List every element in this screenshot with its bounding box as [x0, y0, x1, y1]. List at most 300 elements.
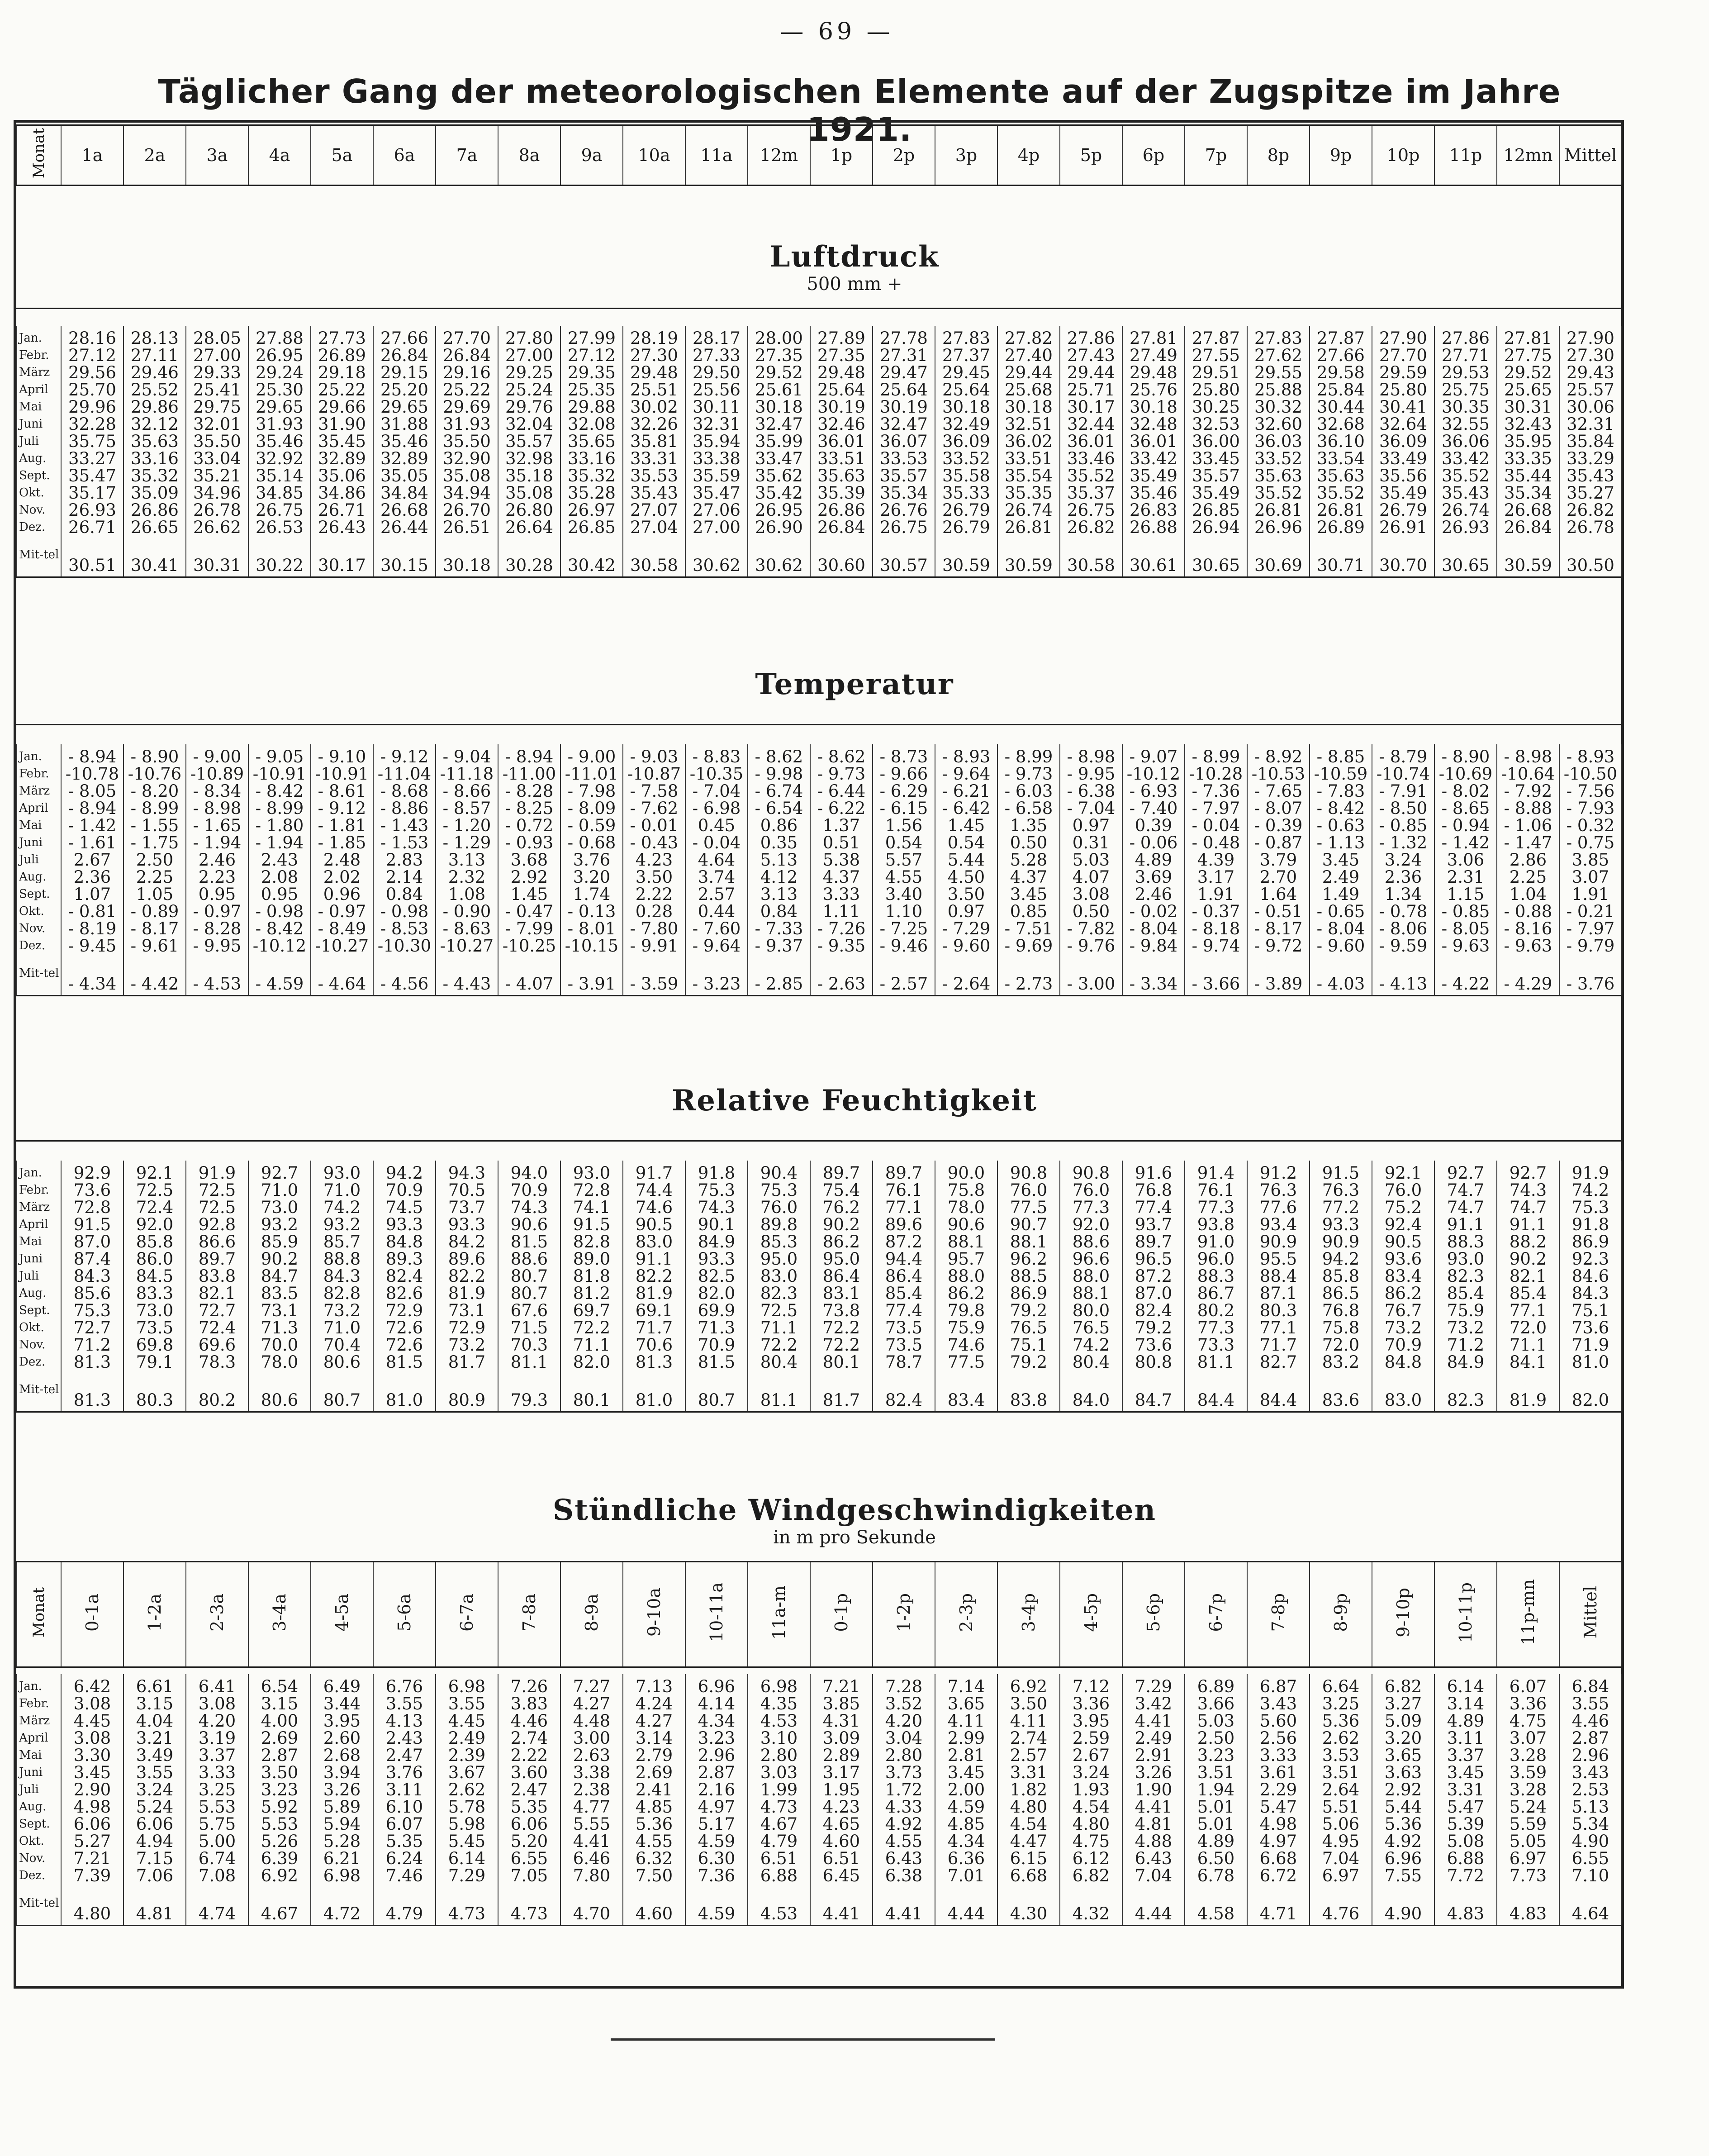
data-cell: 27.90 [1559, 326, 1622, 347]
data-cell: 26.51 [436, 519, 498, 536]
data-cell: 92.0 [1060, 1216, 1122, 1233]
data-cell: 82.2 [436, 1267, 498, 1285]
data-cell: 27.82 [997, 326, 1060, 347]
data-cell: 3.07 [1497, 1729, 1559, 1747]
data-cell: 27.40 [997, 347, 1060, 364]
data-cell: -10.12 [1122, 765, 1185, 782]
data-cell: - 8.17 [123, 920, 186, 937]
mean-cell: 80.3 [123, 1371, 186, 1412]
month-label: Okt. [17, 484, 61, 501]
data-cell: 2.87 [1559, 1729, 1622, 1747]
data-cell: 91.6 [1122, 1161, 1185, 1181]
data-cell: 80.1 [810, 1353, 873, 1371]
page-number: — 69 — [780, 18, 894, 45]
data-cell: 6.51 [748, 1850, 810, 1867]
page-title: Täglicher Gang der meteorologischen Elemente auf der Zugspitze im Jahre 1921. [158, 72, 1561, 148]
data-cell: 73.3 [1185, 1336, 1247, 1353]
data-cell: -10.50 [1559, 765, 1622, 782]
data-cell: 70.5 [436, 1181, 498, 1199]
mean-cell: - 3.89 [1247, 954, 1310, 996]
data-cell: 5.38 [810, 851, 873, 868]
data-cell: 73.2 [436, 1336, 498, 1353]
data-cell: 29.53 [1434, 364, 1497, 381]
data-cell: - 9.73 [997, 765, 1060, 782]
hour-label: 5a [331, 145, 353, 165]
data-cell: 31.90 [311, 415, 373, 433]
header-cell-hour [1060, 125, 1122, 186]
data-cell: -10.15 [560, 937, 623, 954]
data-cell: 35.46 [373, 433, 436, 450]
data-cell: 6.64 [1310, 1674, 1372, 1695]
data-cell: 85.7 [311, 1233, 373, 1250]
data-cell: 87.2 [873, 1233, 935, 1250]
data-cell: 2.46 [186, 851, 248, 868]
data-cell: 73.0 [123, 1302, 186, 1319]
data-cell: 4.53 [748, 1712, 810, 1729]
data-cell: 26.85 [1185, 501, 1247, 519]
month-label: Nov. [17, 1336, 61, 1353]
data-cell: 3.20 [1372, 1729, 1434, 1747]
header-cell-hour [1185, 125, 1247, 186]
header-cell-hour [748, 125, 810, 186]
data-cell: 2.56 [1247, 1729, 1310, 1747]
data-cell: 4.77 [560, 1798, 623, 1815]
data-cell: 35.53 [623, 467, 685, 484]
data-cell: - 0.98 [248, 903, 311, 920]
data-cell: - 8.06 [1372, 920, 1434, 937]
data-cell: 93.3 [1310, 1216, 1372, 1233]
data-cell: 96.5 [1122, 1250, 1185, 1267]
month-label: April [17, 800, 61, 817]
data-cell: 82.3 [1434, 1267, 1497, 1285]
data-cell: 77.3 [1185, 1319, 1247, 1336]
data-cell: 75.1 [997, 1336, 1060, 1353]
data-cell: 35.59 [685, 467, 748, 484]
data-cell: 35.27 [1559, 484, 1622, 501]
header-cell-hour [123, 1562, 186, 1667]
data-cell: 6.82 [1060, 1867, 1122, 1884]
data-cell: 35.52 [1060, 467, 1122, 484]
data-cell: 30.11 [685, 398, 748, 415]
data-cell: 26.44 [373, 519, 436, 536]
data-cell: 33.53 [873, 450, 935, 467]
section-title-wind: Stündliche Windgeschwindigkeiten [553, 1493, 1156, 1527]
data-cell: - 8.94 [61, 744, 123, 765]
data-cell: 77.1 [873, 1199, 935, 1216]
data-cell: - 6.15 [873, 800, 935, 817]
data-cell: 31.93 [248, 415, 311, 433]
data-cell: 81.9 [623, 1285, 685, 1302]
data-cell: 93.8 [1185, 1216, 1247, 1233]
mean-cell: 4.79 [373, 1884, 436, 1926]
mean-cell: 30.15 [373, 536, 436, 577]
data-cell: 3.13 [748, 885, 810, 903]
data-cell: 2.60 [311, 1729, 373, 1747]
data-cell: 33.42 [1434, 450, 1497, 467]
data-cell: 5.51 [1310, 1798, 1372, 1815]
data-cell: 1.11 [810, 903, 873, 920]
data-cell: 93.3 [373, 1216, 436, 1233]
data-cell: - 9.98 [748, 765, 810, 782]
data-cell: 33.49 [1372, 450, 1434, 467]
data-cell: 6.45 [810, 1867, 873, 1884]
header-cell-hour [1310, 1562, 1372, 1667]
data-cell: 89.6 [873, 1216, 935, 1233]
data-cell: 96.2 [997, 1250, 1060, 1267]
data-cell: 77.6 [1247, 1199, 1310, 1216]
table-row [17, 1336, 1622, 1353]
feuchtigkeit-table [16, 1161, 1622, 1413]
data-cell: 76.0 [1060, 1181, 1122, 1199]
data-cell: - 7.36 [1185, 782, 1247, 800]
data-cell: 36.09 [1372, 433, 1434, 450]
data-cell: 5.36 [623, 1815, 685, 1832]
mean-cell: - 4.34 [61, 954, 123, 996]
mean-row [17, 954, 1622, 996]
data-cell: 87.0 [1122, 1285, 1185, 1302]
data-cell: 2.99 [935, 1729, 997, 1747]
data-cell: 90.9 [1247, 1233, 1310, 1250]
hour-label: 8p [1267, 145, 1290, 165]
data-cell: 32.68 [1310, 415, 1372, 433]
mean-cell: 4.41 [873, 1884, 935, 1926]
data-cell: - 7.04 [685, 782, 748, 800]
data-cell: 71.0 [311, 1181, 373, 1199]
data-cell: 2.43 [248, 851, 311, 868]
data-cell: 7.14 [935, 1674, 997, 1695]
data-cell: - 1.29 [436, 834, 498, 851]
mean-cell: 84.4 [1247, 1371, 1310, 1412]
data-cell: - 9.64 [685, 937, 748, 954]
data-cell: 6.74 [186, 1850, 248, 1867]
data-cell: 83.0 [748, 1267, 810, 1285]
data-cell: 74.7 [1434, 1181, 1497, 1199]
data-cell: - 8.98 [1497, 744, 1559, 765]
table-row [17, 467, 1622, 484]
data-cell: 35.14 [248, 467, 311, 484]
table-row [17, 1302, 1622, 1319]
data-cell: 4.92 [873, 1815, 935, 1832]
wind-table [16, 1674, 1622, 1926]
month-label: Sept. [17, 467, 61, 484]
table-row [17, 885, 1622, 903]
data-cell: 72.0 [1497, 1319, 1559, 1336]
header-cell-hour [997, 1562, 1060, 1667]
data-cell: - 0.04 [1185, 817, 1247, 834]
table-row [17, 903, 1622, 920]
data-cell: 35.42 [748, 484, 810, 501]
data-cell: 76.0 [1372, 1181, 1434, 1199]
data-cell: 4.85 [935, 1815, 997, 1832]
data-cell: 26.65 [123, 519, 186, 536]
data-cell: 76.1 [873, 1181, 935, 1199]
data-cell: 5.24 [123, 1798, 186, 1815]
data-cell: 74.3 [498, 1199, 560, 1216]
data-cell: 35.32 [560, 467, 623, 484]
data-cell: 3.38 [560, 1764, 623, 1781]
data-cell: 84.6 [1559, 1267, 1622, 1285]
mean-cell: - 2.85 [748, 954, 810, 996]
table-row [17, 834, 1622, 851]
data-cell: - 6.98 [685, 800, 748, 817]
data-cell: 87.0 [61, 1233, 123, 1250]
mean-cell: 80.2 [186, 1371, 248, 1412]
data-cell: 3.51 [1310, 1764, 1372, 1781]
data-cell: 84.7 [248, 1267, 311, 1285]
data-cell: 25.84 [1310, 381, 1372, 398]
data-cell: - 7.93 [1559, 800, 1622, 817]
data-cell: 4.90 [1559, 1832, 1622, 1850]
data-cell: 6.12 [1060, 1850, 1122, 1867]
data-cell: 30.06 [1559, 398, 1622, 415]
data-cell: - 7.98 [560, 782, 623, 800]
hour-label: 6a [394, 145, 415, 165]
data-cell: 88.6 [498, 1250, 560, 1267]
data-cell: 73.0 [248, 1199, 311, 1216]
mean-cell: - 2.57 [873, 954, 935, 996]
data-cell: 3.28 [1497, 1747, 1559, 1764]
header-cell-hour [1122, 1562, 1185, 1667]
data-cell: 4.45 [61, 1712, 123, 1729]
data-cell: 4.65 [810, 1815, 873, 1832]
month-label: Okt. [17, 903, 61, 920]
header-cell-hour [810, 125, 873, 186]
data-cell: 1.07 [61, 885, 123, 903]
mean-row [17, 1884, 1622, 1926]
data-cell: 93.0 [560, 1161, 623, 1181]
mean-cell: - 3.59 [623, 954, 685, 996]
data-cell: 4.81 [1122, 1815, 1185, 1832]
data-cell: 3.08 [61, 1729, 123, 1747]
data-cell: 88.3 [1434, 1233, 1497, 1250]
data-cell: 30.32 [1247, 398, 1310, 415]
data-cell: 3.76 [373, 1764, 436, 1781]
month-label: Juni [17, 834, 61, 851]
mean-cell: 4.70 [560, 1884, 623, 1926]
data-cell: 25.51 [623, 381, 685, 398]
data-cell: 3.21 [123, 1729, 186, 1747]
data-cell: 7.29 [436, 1867, 498, 1884]
data-cell: 4.54 [997, 1815, 1060, 1832]
data-cell: 6.15 [997, 1850, 1060, 1867]
data-cell: 30.35 [1434, 398, 1497, 415]
data-cell: 72.2 [748, 1336, 810, 1353]
data-cell: 86.2 [810, 1233, 873, 1250]
data-cell: 27.07 [623, 501, 685, 519]
data-cell: 27.71 [1434, 347, 1497, 364]
data-cell: 26.68 [373, 501, 436, 519]
data-cell: 3.53 [1310, 1747, 1372, 1764]
data-cell: 3.31 [1434, 1781, 1497, 1798]
data-cell: 92.0 [123, 1216, 186, 1233]
month-label: März [17, 1199, 61, 1216]
data-cell: 79.2 [997, 1353, 1060, 1371]
data-cell: 7.01 [935, 1867, 997, 1884]
month-label: Okt. [17, 1319, 61, 1336]
data-cell: - 0.98 [373, 903, 436, 920]
data-cell: 26.76 [873, 501, 935, 519]
data-cell: 84.8 [1372, 1353, 1434, 1371]
data-cell: - 9.10 [311, 744, 373, 765]
data-cell: 2.14 [373, 868, 436, 885]
interval-label: 8-9a [582, 1593, 602, 1632]
mean-cell: 80.1 [560, 1371, 623, 1412]
data-cell: 2.29 [1247, 1781, 1310, 1798]
data-cell: - 8.53 [373, 920, 436, 937]
data-cell: 25.64 [873, 381, 935, 398]
divider [16, 308, 1621, 309]
data-cell: 91.8 [685, 1161, 748, 1181]
data-cell: 77.3 [1060, 1199, 1122, 1216]
data-cell: 86.2 [935, 1285, 997, 1302]
data-cell: 2.70 [1247, 868, 1310, 885]
header-cell-mean [1559, 125, 1622, 186]
data-cell: 27.81 [1497, 326, 1559, 347]
data-cell: 4.97 [1247, 1832, 1310, 1850]
data-cell: 29.96 [61, 398, 123, 415]
data-cell: 7.27 [560, 1674, 623, 1695]
data-cell: 32.47 [748, 415, 810, 433]
data-cell: 93.7 [1122, 1216, 1185, 1233]
interval-label: 10-11a [707, 1582, 726, 1642]
table-row [17, 1815, 1622, 1832]
data-cell: 4.55 [873, 868, 935, 885]
mean-row-label: Mit-tel [17, 1371, 61, 1412]
hour-label: 2a [144, 145, 166, 165]
data-cell: - 8.99 [1185, 744, 1247, 765]
data-cell: 72.2 [560, 1319, 623, 1336]
hour-label: 6p [1142, 145, 1165, 165]
month-label: Nov. [17, 501, 61, 519]
data-cell: 25.88 [1247, 381, 1310, 398]
data-cell: - 7.82 [1060, 920, 1122, 937]
data-cell: 87.2 [1122, 1267, 1185, 1285]
data-cell: 2.38 [560, 1781, 623, 1798]
data-cell: 2.50 [123, 851, 186, 868]
data-cell: 29.56 [61, 364, 123, 381]
data-cell: 1.56 [873, 817, 935, 834]
data-cell: - 0.94 [1434, 817, 1497, 834]
data-cell: - 8.73 [873, 744, 935, 765]
data-cell: - 9.73 [810, 765, 873, 782]
data-cell: 35.28 [560, 484, 623, 501]
data-cell: - 8.66 [436, 782, 498, 800]
data-cell: 27.75 [1497, 347, 1559, 364]
data-cell: 6.43 [873, 1850, 935, 1867]
data-cell: 5.92 [248, 1798, 311, 1815]
data-cell: - 8.01 [560, 920, 623, 937]
data-cell: 2.49 [1122, 1729, 1185, 1747]
hour-label: 7p [1205, 145, 1227, 165]
data-cell: 3.26 [311, 1781, 373, 1798]
interval-label: 2-3p [956, 1593, 976, 1632]
data-cell: 26.89 [1310, 519, 1372, 536]
data-cell: - 1.42 [1434, 834, 1497, 851]
data-cell: 2.39 [436, 1747, 498, 1764]
data-cell: 3.28 [1497, 1781, 1559, 1798]
data-cell: - 0.43 [623, 834, 685, 851]
data-cell: 91.5 [1310, 1161, 1372, 1181]
data-cell: 25.68 [997, 381, 1060, 398]
data-cell: 27.35 [748, 347, 810, 364]
data-cell: 3.23 [1185, 1747, 1247, 1764]
data-cell: - 0.06 [1122, 834, 1185, 851]
header-cell-hour [498, 125, 560, 186]
data-cell: 26.96 [1247, 519, 1310, 536]
data-cell: 35.49 [1372, 484, 1434, 501]
data-cell: - 7.29 [935, 920, 997, 937]
data-cell: 25.30 [248, 381, 311, 398]
mean-cell: 4.67 [248, 1884, 311, 1926]
data-cell: 25.65 [1497, 381, 1559, 398]
data-cell: 82.6 [373, 1285, 436, 1302]
data-cell: 5.35 [498, 1798, 560, 1815]
data-cell: 3.65 [935, 1695, 997, 1712]
data-cell: 93.2 [248, 1216, 311, 1233]
data-cell: 4.73 [748, 1798, 810, 1815]
mean-cell: 4.41 [810, 1884, 873, 1926]
interval-label: 1-2p [894, 1593, 914, 1632]
data-cell: 35.58 [935, 467, 997, 484]
data-cell: 3.85 [810, 1695, 873, 1712]
mean-cell: - 4.13 [1372, 954, 1434, 996]
data-cell: 79.1 [123, 1353, 186, 1371]
data-cell: 33.54 [1310, 450, 1372, 467]
header-cell-hour [436, 125, 498, 186]
data-cell: 2.64 [1310, 1781, 1372, 1798]
data-cell: - 9.69 [997, 937, 1060, 954]
data-cell: 0.95 [186, 885, 248, 903]
data-cell: 76.0 [997, 1181, 1060, 1199]
data-cell: - 1.75 [123, 834, 186, 851]
data-cell: - 8.20 [123, 782, 186, 800]
month-label: März [17, 782, 61, 800]
data-cell: 29.46 [123, 364, 186, 381]
data-cell: 94.4 [873, 1250, 935, 1267]
data-cell: 73.1 [436, 1302, 498, 1319]
data-cell: 25.22 [436, 381, 498, 398]
data-cell: 3.66 [1185, 1695, 1247, 1712]
data-cell: 6.98 [436, 1674, 498, 1695]
section-title-luftdruck: Luftdruck [769, 240, 940, 274]
data-cell: 32.60 [1247, 415, 1310, 433]
data-cell: - 9.95 [1060, 765, 1122, 782]
mean-cell: 30.42 [560, 536, 623, 577]
data-cell: 3.20 [560, 868, 623, 885]
mean-cell: 4.53 [748, 1884, 810, 1926]
data-cell: 30.25 [1185, 398, 1247, 415]
data-cell: 89.7 [1122, 1233, 1185, 1250]
data-cell: 30.19 [873, 398, 935, 415]
interval-label: 10-11p [1456, 1582, 1476, 1643]
month-label: Jan. [17, 744, 61, 765]
data-cell: 80.8 [1122, 1353, 1185, 1371]
interval-label: 3-4p [1019, 1593, 1039, 1632]
data-cell: 83.1 [810, 1285, 873, 1302]
data-cell: 2.16 [685, 1781, 748, 1798]
data-cell: 35.45 [311, 433, 373, 450]
data-cell: 3.76 [560, 851, 623, 868]
data-cell: 5.00 [186, 1832, 248, 1850]
divider [16, 1140, 1621, 1142]
data-cell: 78.3 [186, 1353, 248, 1371]
mean-cell: 30.41 [123, 536, 186, 577]
data-cell: 75.2 [1372, 1199, 1434, 1216]
data-cell: 4.23 [810, 1798, 873, 1815]
data-cell: 5.09 [1372, 1712, 1434, 1729]
header-cell-mean [1559, 1562, 1622, 1667]
data-cell: 7.12 [1060, 1674, 1122, 1695]
